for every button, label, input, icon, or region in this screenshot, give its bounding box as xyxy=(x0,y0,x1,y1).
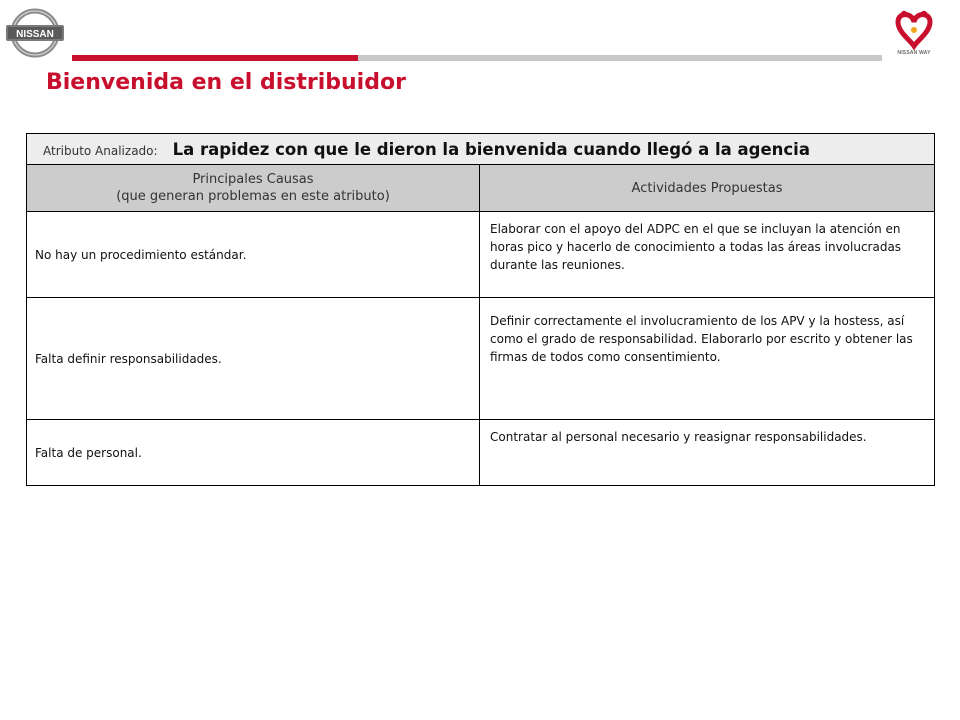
attribute-label: Atributo Analizado: xyxy=(43,143,158,158)
header-divider-gray xyxy=(358,55,882,61)
actions-header: Actividades Propuestas xyxy=(480,165,935,212)
table-row xyxy=(27,420,935,486)
nissan-way-label: NISSAN WAY xyxy=(897,50,931,56)
table-row xyxy=(27,298,935,420)
nissan-way-logo xyxy=(888,8,940,62)
cause-cell: Falta de personal. xyxy=(27,420,480,486)
attribute-row xyxy=(27,134,935,165)
attribute-value: La rapidez con que le dieron la bienvenida cuando llegó a la agencia xyxy=(172,139,810,159)
table-header-row xyxy=(27,165,935,212)
causes-header-subtitle: (que generan problemas en este atributo) xyxy=(116,189,390,204)
causes-header xyxy=(27,165,480,212)
action-cell: Elaborar con el apoyo del ADPC en el que se incluyan la atención en horas pico y hacerlo de conocimiento a todas las áreas involucradas durante las reuniones. xyxy=(480,212,935,298)
nissan-logo-text: NISSAN xyxy=(16,29,54,40)
action-cell: Contratar al personal necesario y reasignar responsabilidades. xyxy=(480,420,935,486)
page-title: Bienvenida en el distribuidor xyxy=(46,70,406,95)
header-divider-accent xyxy=(72,55,358,61)
cause-cell: No hay un procedimiento estándar. xyxy=(27,212,480,298)
action-cell: Definir correctamente el involucramiento de los APV y la hostess, así como el grado de responsabilidad. Elaborarlo por escrito y obtener las firmas de todos como consentimiento. xyxy=(480,298,935,420)
cause-action-table xyxy=(26,133,935,486)
attribute-cell xyxy=(27,134,935,165)
cause-cell: Falta definir responsabilidades. xyxy=(27,298,480,420)
header-divider xyxy=(72,55,882,61)
table-row xyxy=(27,212,935,298)
causes-header-title: Principales Causas xyxy=(192,172,314,187)
nissan-logo xyxy=(4,8,66,58)
